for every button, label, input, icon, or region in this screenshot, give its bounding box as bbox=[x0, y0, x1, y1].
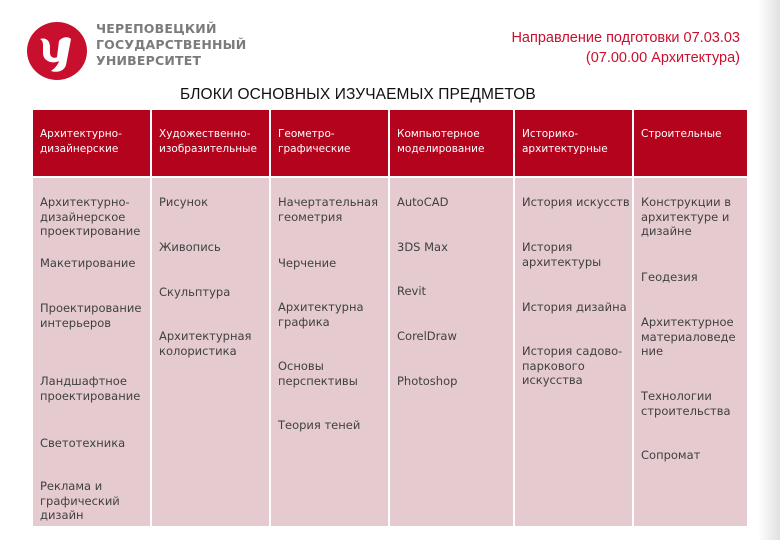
subject-item: Живопись bbox=[159, 240, 221, 254]
column-header bbox=[271, 110, 388, 176]
subject-column bbox=[634, 110, 747, 526]
column-header bbox=[33, 110, 150, 176]
subject-item: Архитектурна графика bbox=[278, 300, 364, 329]
page-title: БЛОКИ ОСНОВНЫХ ИЗУЧАЕМЫХ ПРЕДМЕТОВ bbox=[180, 86, 536, 103]
column-header-label: Геометро- графические bbox=[278, 128, 351, 155]
subject-item: История дизайна bbox=[522, 300, 627, 314]
subject-item: Архитектурно- дизайнерское проектирование bbox=[40, 195, 141, 238]
column-body bbox=[152, 178, 269, 526]
subject-column bbox=[33, 110, 150, 526]
subject-item: Сопромат bbox=[641, 448, 701, 462]
column-body bbox=[33, 178, 150, 526]
subject-item: CorelDraw bbox=[397, 329, 457, 343]
university-name-line: УНИВЕРСИТЕТ bbox=[96, 53, 202, 68]
subject-column bbox=[152, 110, 269, 526]
university-logo-icon bbox=[26, 21, 88, 81]
subject-item: Теория теней bbox=[278, 418, 361, 432]
study-direction-code: Направление подготовки 07.03.03 bbox=[511, 30, 740, 46]
study-direction-group: (07.00.00 Архитектура) bbox=[585, 50, 740, 66]
subject-item: Технологии строительства bbox=[641, 389, 731, 418]
subject-column bbox=[390, 110, 513, 526]
subject-item: Архитектурное материаловеде ние bbox=[641, 315, 736, 358]
subject-item: 3DS Max bbox=[397, 240, 448, 254]
subject-item: Реклама и графический дизайн bbox=[40, 479, 120, 522]
column-header bbox=[152, 110, 269, 176]
column-header bbox=[515, 110, 632, 176]
university-name-line: ГОСУДАРСТВЕННЫЙ bbox=[96, 37, 247, 52]
subject-column bbox=[515, 110, 632, 526]
column-header bbox=[634, 110, 747, 176]
subject-item: Светотехника bbox=[40, 436, 126, 450]
university-logo bbox=[26, 21, 247, 81]
column-header-label: Строительные bbox=[641, 128, 722, 140]
study-direction bbox=[420, 28, 740, 68]
subject-item: Конструкции в архитектуре и дизайне bbox=[641, 195, 732, 238]
subject-item: Архитектурная колористика bbox=[159, 329, 252, 358]
subject-item: История архитектуры bbox=[522, 240, 602, 269]
subject-item: Геодезия bbox=[641, 270, 698, 284]
subject-item: История искусств bbox=[522, 195, 630, 209]
subject-item: История садово- паркового искусства bbox=[522, 344, 623, 387]
subject-item: Ландшафтное проектирование bbox=[40, 374, 141, 403]
column-header-label: Художественно- изобразительные bbox=[159, 128, 257, 155]
subject-item: Основы перспективы bbox=[278, 359, 358, 388]
subject-item: Revit bbox=[397, 284, 427, 298]
subject-item: Начертательная геометрия bbox=[278, 195, 378, 224]
column-header bbox=[390, 110, 513, 176]
column-header-label: Компьютерное моделирование bbox=[397, 128, 485, 155]
column-body bbox=[515, 178, 632, 526]
university-name-line: ЧЕРЕПОВЕЦКИЙ bbox=[96, 21, 217, 36]
subject-column bbox=[271, 110, 388, 526]
subject-item: Проектирование интерьеров bbox=[40, 301, 142, 330]
column-header-label: Историко- архитектурные bbox=[522, 128, 608, 155]
page-edge-shadow bbox=[758, 0, 780, 540]
column-header-label: Архитектурно- дизайнерские bbox=[40, 128, 122, 155]
column-body bbox=[271, 178, 388, 526]
subject-item: AutoCAD bbox=[397, 195, 449, 209]
subject-item: Черчение bbox=[278, 256, 337, 270]
subject-item: Макетирование bbox=[40, 256, 136, 270]
column-body bbox=[634, 178, 747, 526]
subject-item: Скульптура bbox=[159, 285, 231, 299]
university-name bbox=[96, 21, 246, 69]
subject-item: Photoshop bbox=[397, 374, 458, 388]
subject-item: Рисунок bbox=[159, 195, 209, 209]
column-body bbox=[390, 178, 513, 526]
subjects-table bbox=[33, 110, 747, 526]
